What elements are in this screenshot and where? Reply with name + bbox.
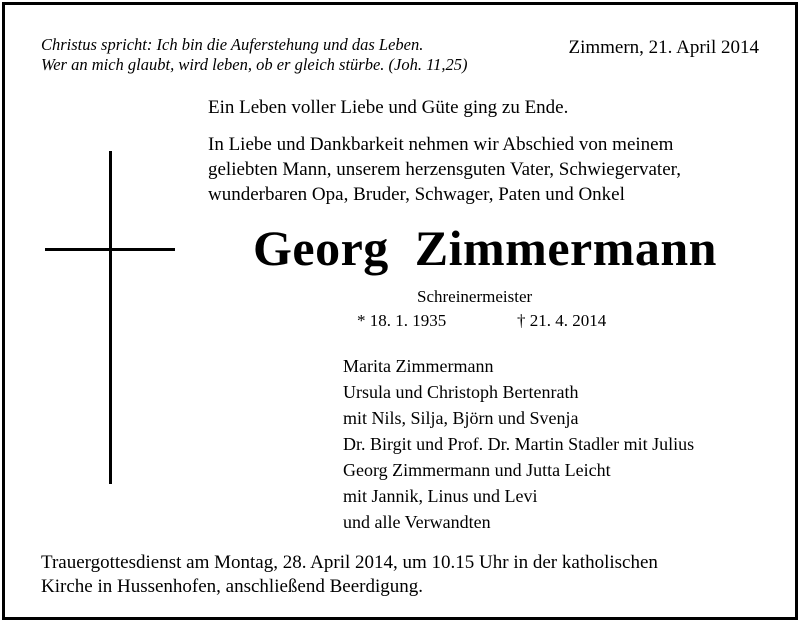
mourner-line: Marita Zimmermann <box>343 356 494 376</box>
deceased-name: Georg Zimmermann <box>253 220 717 276</box>
mourner-line: und alle Verwandten <box>343 512 491 532</box>
bible-quote-line-1: Christus spricht: Ich bin die Auferstehung und das Leben. <box>41 35 424 54</box>
birth-date: * 18. 1. 1935 <box>357 311 447 330</box>
place-date: Zimmern, 21. April 2014 <box>568 37 759 58</box>
bible-quote <box>41 35 468 75</box>
obituary-notice <box>2 2 798 620</box>
mourner-line: Dr. Birgit und Prof. Dr. Martin Stadler mit Julius <box>343 434 695 454</box>
farewell-paragraph <box>208 132 681 207</box>
bible-quote-line-2: Wer an mich glaubt, wird leben, ob er gleich stürbe. (Joh. 11,25) <box>41 55 468 74</box>
funeral-service-info <box>41 551 658 599</box>
death-date: † 21. 4. 2014 <box>517 311 607 330</box>
service-line-2: Kirche in Hussenhofen, anschließend Beerdigung. <box>41 576 424 597</box>
farewell-line-2: geliebten Mann, unserem herzensguten Vater, Schwiegervater, <box>208 159 681 180</box>
mourner-line: mit Jannik, Linus und Levi <box>343 486 538 506</box>
service-line-1: Trauergottesdienst am Montag, 28. April 2014, um 10.15 Uhr in der katholischen <box>41 552 658 573</box>
mourner-line: mit Nils, Silja, Björn und Svenja <box>343 408 579 428</box>
mourners-list <box>343 353 694 535</box>
cross-vertical-bar <box>109 151 112 484</box>
mourner-line: Ursula und Christoph Bertenrath <box>343 382 579 402</box>
mourner-line: Georg Zimmermann und Jutta Leicht <box>343 460 611 480</box>
farewell-line-3: wunderbaren Opa, Bruder, Schwager, Paten und Onkel <box>208 184 625 205</box>
intro-line: Ein Leben voller Liebe und Güte ging zu Ende. <box>208 97 569 118</box>
deceased-profession: Schreinermeister <box>417 287 533 306</box>
farewell-line-1: In Liebe und Dankbarkeit nehmen wir Abschied von meinem <box>208 134 674 155</box>
